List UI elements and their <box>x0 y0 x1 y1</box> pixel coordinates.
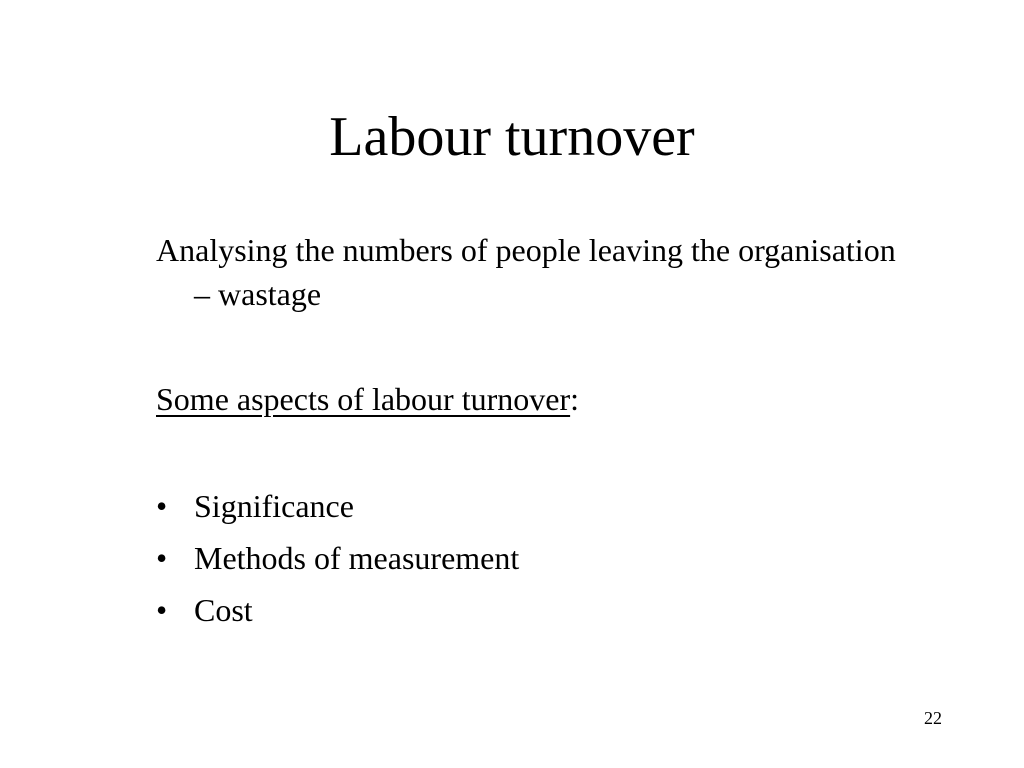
intro-text: Analysing the numbers of people leaving the organisation – wastage <box>156 232 896 312</box>
aspects-colon: : <box>570 381 579 417</box>
bullet-label: Cost <box>194 592 253 628</box>
slide-title: Labour turnover <box>329 106 695 168</box>
bullet-item-methods-of-measurement <box>156 532 519 584</box>
bullet-item-significance <box>156 480 519 532</box>
bullet-icon: • <box>156 592 168 628</box>
bullet-icon: • <box>156 540 168 576</box>
bullet-list <box>156 480 519 636</box>
page-number: 22 <box>924 708 942 728</box>
bullet-item-cost <box>156 584 519 636</box>
aspects-heading: Some aspects of labour turnover <box>156 381 571 417</box>
bullet-icon: • <box>156 488 168 524</box>
aspects-line <box>156 377 896 421</box>
bullet-label: Significance <box>194 488 354 524</box>
bullet-label: Methods of measurement <box>194 540 520 576</box>
